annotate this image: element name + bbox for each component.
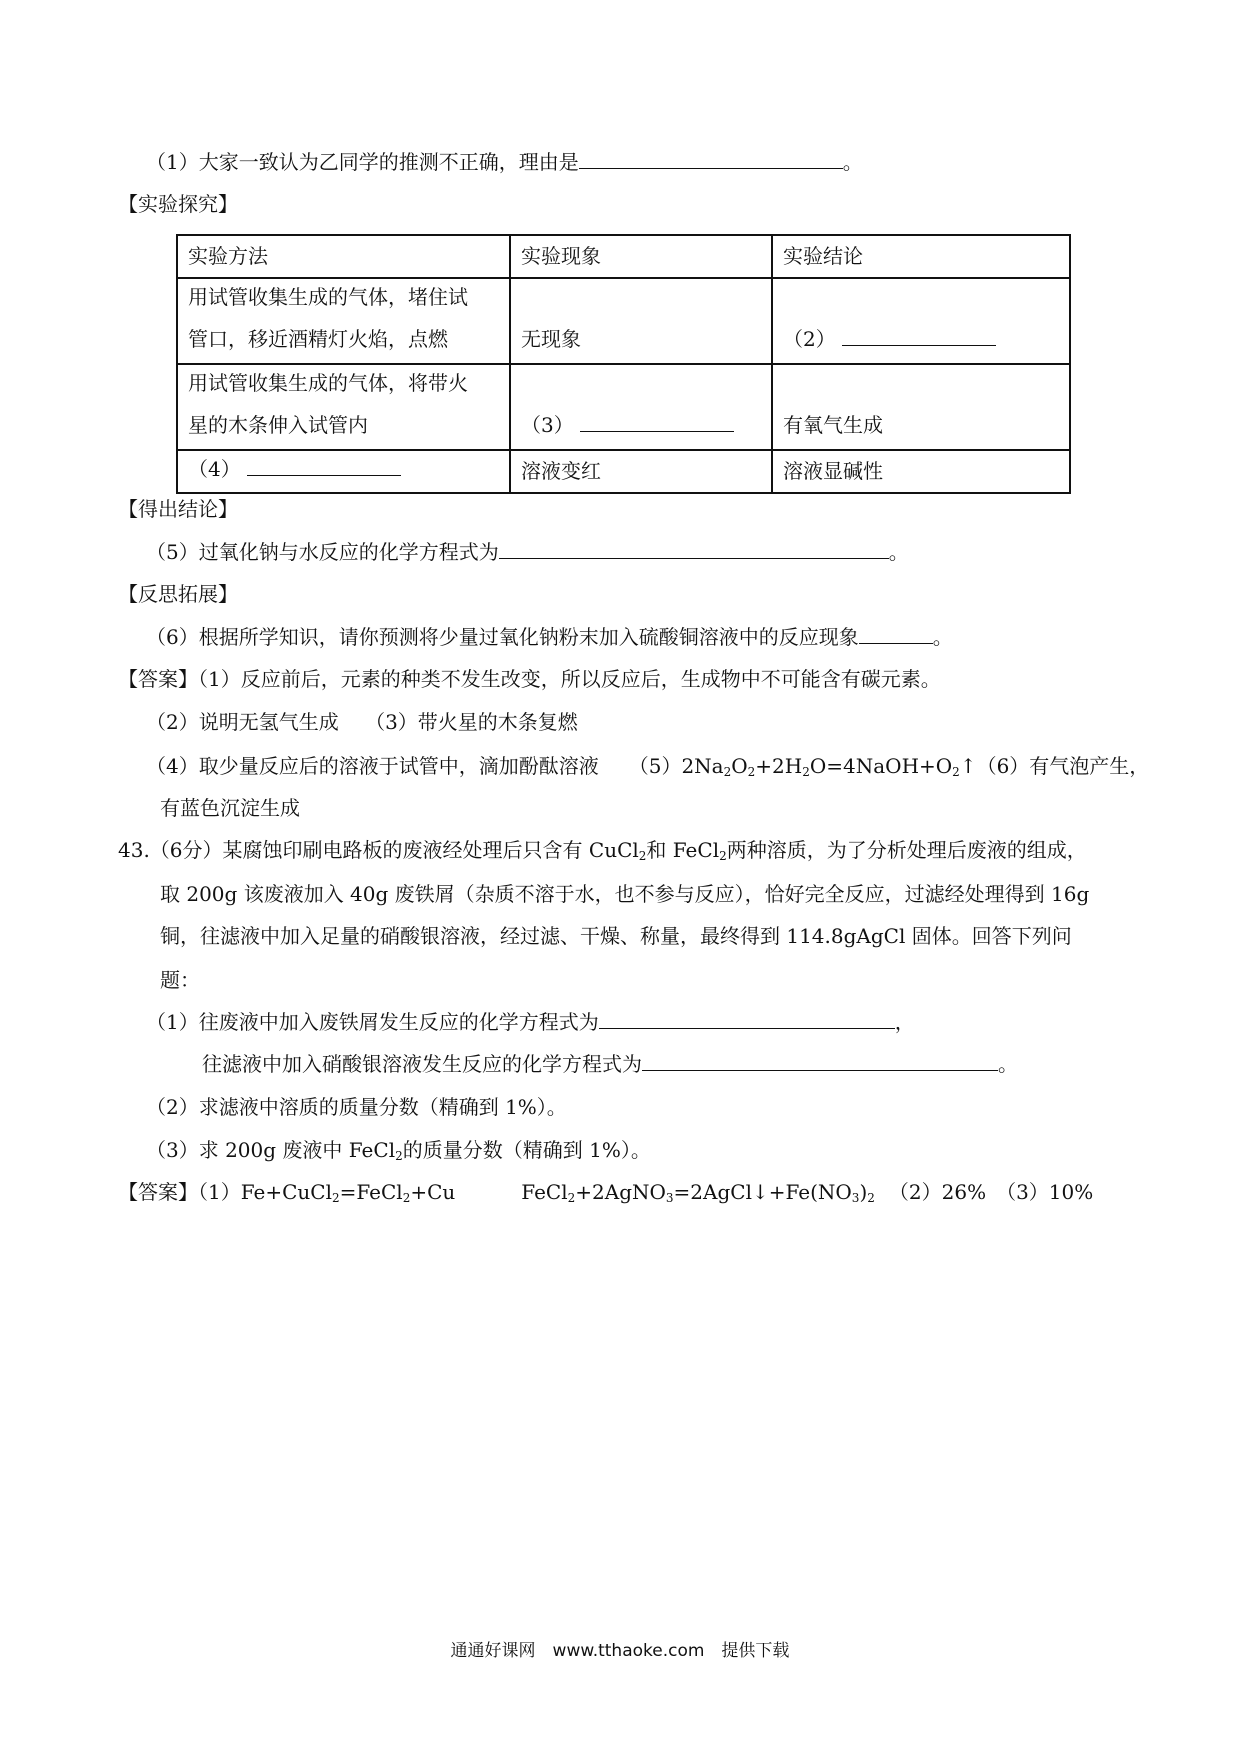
table-row bbox=[177, 278, 1070, 364]
q42-answer-line4: 有蓝色沉淀生成 bbox=[160, 796, 300, 820]
table-cell: 溶液显碱性 bbox=[772, 450, 1070, 493]
answer-blank bbox=[247, 455, 401, 476]
q43-part1b: 往滤液中加入硝酸银溶液发生反应的化学方程式为 。 bbox=[202, 1052, 1018, 1076]
table-header-row bbox=[177, 235, 1070, 278]
table-cell: （4） bbox=[177, 450, 510, 493]
section-heading-conclusion: 【得出结论】 bbox=[118, 497, 238, 521]
table-cell: 用试管收集生成的气体，将带火 星的木条伸入试管内 bbox=[177, 364, 510, 450]
answer-blank bbox=[642, 1050, 998, 1071]
q42-answer-line2: （2）说明无氢气生成 （3）带火星的木条复燃 bbox=[146, 710, 578, 734]
page-footer: 通通好课网 www.tthaoke.com 提供下载 bbox=[450, 1641, 790, 1661]
q43-stem-line3: 铜，往滤液中加入足量的硝酸银溶液，经过滤、干燥、称量，最终得到 114.8gAgCl 固体。回答下列问 bbox=[160, 924, 1072, 948]
answer-blank bbox=[842, 325, 996, 346]
q42-answer-line3: （4）取少量反应后的溶液于试管中，滴加酚酞溶液 $(5)2Na_2O_2+2H_2O=4NaOH+O_2↑(6)$有气泡产生， bbox=[146, 754, 1150, 779]
table-row bbox=[177, 364, 1070, 450]
table-header-cell: 实验结论 bbox=[772, 235, 1070, 278]
q43-stem-line4: 题： bbox=[160, 968, 200, 992]
answer-blank bbox=[859, 623, 933, 644]
table-cell: （2） bbox=[772, 278, 1070, 364]
answer-blank bbox=[599, 1008, 895, 1029]
q43-stem-line2: 取 200g 该废液加入 40g 废铁屑（杂质不溶于水，也不参与反应），恰好完全反应，过滤经处理得到 16g bbox=[160, 882, 1090, 906]
section-heading-reflect: 【反思拓展】 bbox=[118, 582, 238, 606]
q42-part1: （1）大家一致认为乙同学的推测不正确，理由是 。 bbox=[146, 150, 863, 174]
q42-answer-line1: 【答案】（1）反应前后，元素的种类不发生改变，所以反应后，生成物中不可能含有碳元素。 bbox=[118, 667, 941, 691]
q43-stem-line1: 43.（6分）某腐蚀印刷电路板的废液经处理后只含有 CuCl$_2$和 FeCl$_2$两种溶质，为了分析处理后废液的组成， bbox=[118, 838, 1087, 863]
answer-blank bbox=[580, 411, 734, 432]
answer-label: 【答案】 bbox=[118, 1180, 198, 1204]
table-cell: 溶液变红 bbox=[510, 450, 772, 493]
table-cell: 用试管收集生成的气体，堵住试 管口，移近酒精灯火焰，点燃 bbox=[177, 278, 510, 364]
q42-part6: （6）根据所学知识，请你预测将少量过氧化钠粉末加入硫酸铜溶液中的反应现象 。 bbox=[146, 625, 953, 649]
answer-label: 【答案】 bbox=[118, 667, 198, 691]
table-header-cell: 实验方法 bbox=[177, 235, 510, 278]
q43-part3: （3）求 200g 废液中 FeCl$_2$的质量分数（精确到 1%）。 bbox=[146, 1138, 651, 1163]
answer-blank bbox=[499, 538, 889, 559]
q43-answer: 【答案】（1）Fe+CuCl$_2$=FeCl$_2$+Cu $FeCl_2+2AgNO_3=2AgCl↓+Fe(NO_3)_2$ （2）26% （3）10% bbox=[118, 1180, 1094, 1205]
table-cell: 有氧气生成 bbox=[772, 364, 1070, 450]
q43-part2: （2）求滤液中溶质的质量分数（精确到 1%）。 bbox=[146, 1095, 567, 1119]
table-cell: 无现象 bbox=[510, 278, 772, 364]
q42-part5: （5）过氧化钠与水反应的化学方程式为 。 bbox=[146, 540, 909, 564]
table-cell: （3） bbox=[510, 364, 772, 450]
q43-part1: （1）往废液中加入废铁屑发生反应的化学方程式为 ， bbox=[146, 1010, 915, 1034]
answer-blank bbox=[579, 148, 843, 169]
section-heading-explore: 【实验探究】 bbox=[118, 192, 238, 216]
experiment-table bbox=[176, 234, 1071, 494]
table-row bbox=[177, 450, 1070, 493]
table-header-cell: 实验现象 bbox=[510, 235, 772, 278]
